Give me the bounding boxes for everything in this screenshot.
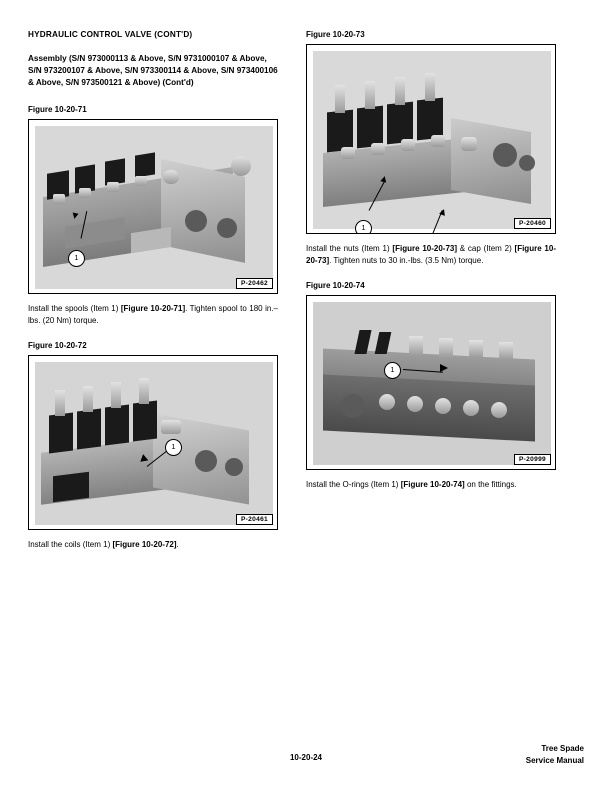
figure-label-74: Figure 10-20-74	[306, 281, 365, 290]
caption-71	[28, 303, 278, 327]
caption-73	[306, 243, 556, 267]
leader-arrow	[71, 212, 78, 219]
caption-74	[306, 479, 556, 491]
callout-1: 1	[68, 250, 85, 267]
callout-1: 1	[355, 220, 372, 234]
left-column	[28, 30, 278, 565]
caption-71-text-b: . Tighten spool to 180 in.–lbs. (20 Nm) torque.	[28, 303, 278, 325]
caption-72	[28, 539, 278, 551]
figure-image-72	[28, 355, 278, 530]
caption-73-text-b: & cap (Item 2)	[457, 244, 515, 253]
callout-1: 1	[165, 439, 182, 456]
figure-label-71: Figure 10-20-71	[28, 104, 87, 114]
manual-line-1: Tree Spade	[541, 744, 584, 753]
leader-arrow	[440, 364, 448, 372]
callout-1: 1	[384, 362, 401, 379]
caption-71-ref-a: [Figure 10-20-71]	[120, 303, 186, 313]
part-number-73: P-20460	[514, 218, 551, 229]
figure-label-72: Figure 10-20-72	[28, 340, 87, 350]
manual-line-2: Service Manual	[525, 756, 584, 765]
figure-image-74	[306, 295, 556, 470]
caption-73-text-c: . Tighten nuts to 30 in.-lbs. (3.5 Nm) torque.	[329, 256, 484, 265]
right-column	[306, 30, 556, 505]
page-number: 10-20-24	[289, 753, 323, 762]
caption-72-text-a: Install the coils (Item 1)	[28, 539, 113, 549]
page-title: HYDRAULIC CONTROL VALVE (CONT'D)	[28, 30, 193, 39]
part-number-71: P-20462	[236, 278, 273, 289]
manual-name	[526, 743, 584, 767]
caption-71-text-a: Install the spools (Item 1)	[28, 303, 121, 313]
assembly-heading: Assembly (S/N 973000113 & Above, S/N 9731000107 & Above, S/N 973200107 & Above, S/N 973300114 & Above, S/N 973400106 & Above, S/N 973500121 & Above) (Cont'd)	[28, 54, 278, 87]
caption-72-text-b: .	[176, 539, 179, 549]
figure-image-71	[28, 119, 278, 294]
caption-73-ref-a: [Figure 10-20-73]	[392, 244, 458, 253]
caption-72-ref-a: [Figure 10-20-72]	[112, 539, 177, 549]
caption-74-text-a: Install the O-rings (Item 1)	[306, 480, 401, 489]
figure-label-73: Figure 10-20-73	[306, 30, 365, 39]
caption-73-ref-b: [Figure 10-20-73]	[306, 244, 556, 265]
figure-image-73	[306, 44, 556, 234]
caption-74-text-b: on the fittings.	[464, 480, 517, 489]
part-number-74: P-20999	[514, 454, 551, 465]
caption-74-ref-a: [Figure 10-20-74]	[400, 480, 465, 489]
part-number-72: P-20461	[236, 514, 273, 525]
caption-73-text-a: Install the nuts (Item 1)	[306, 244, 393, 253]
